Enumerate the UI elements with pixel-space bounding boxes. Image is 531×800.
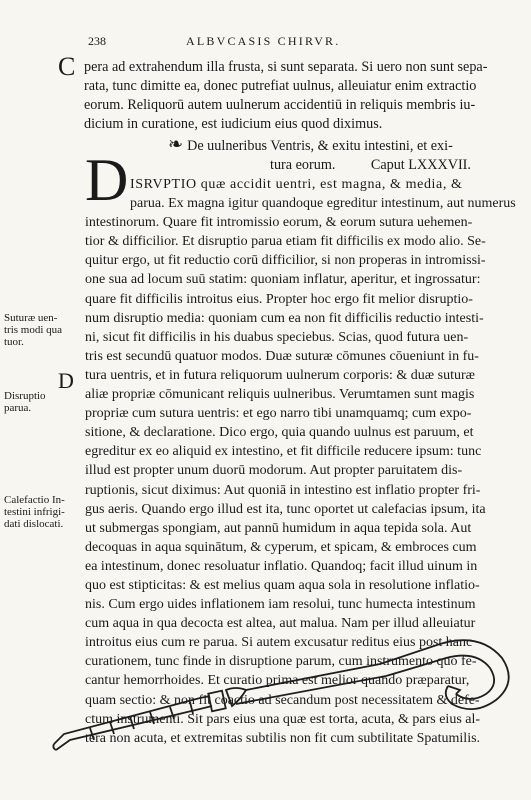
text-line: tera non acuta, et extremitas subtilis non fit cum subtilitate Spatumilis. <box>85 730 481 746</box>
text-line: quare fit difficilis introitus eius. Propter hoc ergo fit melior disruptio- <box>85 291 473 307</box>
text-line: aliæ propriæ cōmunicant reliquis uulneribus. Verumtamen sunt magis <box>85 387 475 403</box>
margin-line: dati dislocati. <box>4 518 64 530</box>
margin-note-small-rupture <box>4 390 46 414</box>
heading-text: De uulneribus Ventris, & exitu intestini, et exi- <box>187 138 453 154</box>
margin-initial: D <box>58 368 74 393</box>
text-line: eorum. Reliquorū autem uulnerum accidentiū in reliquis membris iu- <box>84 97 476 113</box>
text-line: nis. Cum ergo uides inflationem iam resolui, tunc humecta intestinum <box>85 597 476 613</box>
heading-line <box>168 135 498 156</box>
text-line: introitus eius cum re parua. Si autem excusatur reditus eius post hanc <box>85 635 473 651</box>
text-line: illud est propter unum duorū modorum. Aut propter paruitatem dis- <box>85 463 463 479</box>
chapter-heading <box>168 135 498 175</box>
page-number: 238 <box>88 34 106 48</box>
text-line: one sua ad locum suū statim: quoniam inflatur, aperitur, et ingrossatur: <box>85 272 481 288</box>
running-title: ALBVCASIS CHIRVR. <box>186 34 341 48</box>
text-line: num disruptio media: quoniam cum ea non fit difficilis reductio intesti- <box>85 310 484 326</box>
text-line: cantur hemorrhoides. Et curatio prima est melior quando præparatur, <box>85 673 470 689</box>
text-line: ruptionis, sicut diximus: Aut quoniā in intestino est inflatio propter fri- <box>85 482 481 498</box>
text-line: pera ad extrahendum illa frusta, si sunt separata. Si uero non sunt sepa- <box>84 59 488 75</box>
pilcrow-icon: ❧ <box>168 134 184 154</box>
text-line: ISRVPTIO quæ accidit uentri, est magna, & media, & <box>130 177 463 192</box>
drop-cap-initial: D <box>85 147 129 213</box>
margin-line: parua. <box>4 402 32 414</box>
text-line: ctum instrumenti. Sit pars eius una quæ est torta, acuta, & pars eius al- <box>85 711 481 727</box>
margin-line: Suturæ uen- <box>4 312 58 324</box>
text-line: ut submergas spongiam, aut pannū humidum in aqua tepida sola. Aut <box>85 520 472 536</box>
text-line: sitione, & declaratione. Dico ergo, quia quando uulnus est paruum, et <box>85 425 474 441</box>
text-line: dicium in curatione, est iudicium eius quod diximus. <box>84 116 383 132</box>
text-line: propriæ cum sutura uentris: et ego narro tibi unamquamq; cum expo- <box>85 406 472 422</box>
text-line: rata, tunc dimitte ea, donec putrefiat uulnus, alleuiatur enim extractio <box>84 78 477 94</box>
text-line: intestinorum. Quare fit intromissio eorum, & eorum sutura uehemen- <box>85 215 473 231</box>
intro-initial: C <box>58 52 76 81</box>
intro-paragraph <box>84 58 514 134</box>
text-line: quo est stipticitas: & est melius quam aqua sola in resolutione inflatio- <box>85 577 480 593</box>
text-line: tris est secundū quatuor modos. Duæ suturæ cōmunes cōueniunt in fu- <box>85 348 479 364</box>
margin-line: tuor. <box>4 336 24 348</box>
margin-line: Calefactio In- <box>4 494 65 506</box>
text-line: tura uentris, et in futura reliquorum uulnerum corporis: & duæ suturæ <box>85 367 475 383</box>
surgical-scalpel-illustration <box>50 624 520 754</box>
text-line: egreditur ex eo aliquid ex intestino, et fit difficile reducere ipsum: tunc <box>85 444 482 460</box>
margin-line: testini infrigi- <box>4 506 65 518</box>
text-line: parua. Ex magna igitur quandoque egreditur intestinum, aut numerus <box>130 196 516 212</box>
text-line: ea intestinum, donec resoluatur inflatio. Quandoq; facit illud uinum in <box>85 558 478 574</box>
margin-line: tris modi qua <box>4 324 63 336</box>
heading-line: tura eorum. Caput LXXXVII. <box>270 157 471 173</box>
text-line: curationem, tunc finde in disruptione parum, cum instrumento quo fe- <box>85 654 477 670</box>
margin-line: Disruptio <box>4 390 46 402</box>
text-line: gus aeris. Quando ergo illud est ita, tunc oportet ut calefacias ipsum, ita <box>85 501 486 517</box>
text-line: ni, sicut fit difficilis in his duabus speciebus. Scias, quod futura uen- <box>85 329 469 345</box>
text-line: cum aqua in qua decocta est altea, aut malua. Nam per illud alleuiatur <box>85 616 476 632</box>
text-line: quitur ergo, ut fit reductio corū difficilior, si non properas in intromissi- <box>85 253 486 269</box>
text-line: tior & difficilior. Et disruptio parua etiam fit difficilis ex modo alio. Se- <box>85 234 486 250</box>
text-line: quam sectio: & non fit coactio ad secandum post necessitatem & defe- <box>85 692 480 708</box>
running-header <box>88 34 501 50</box>
margin-note-warming <box>4 494 65 530</box>
margin-note-sutures <box>4 312 62 348</box>
text-line: decoquas in aqua squinātum, & cyperum, et spicam, & embroces cum <box>85 539 477 555</box>
